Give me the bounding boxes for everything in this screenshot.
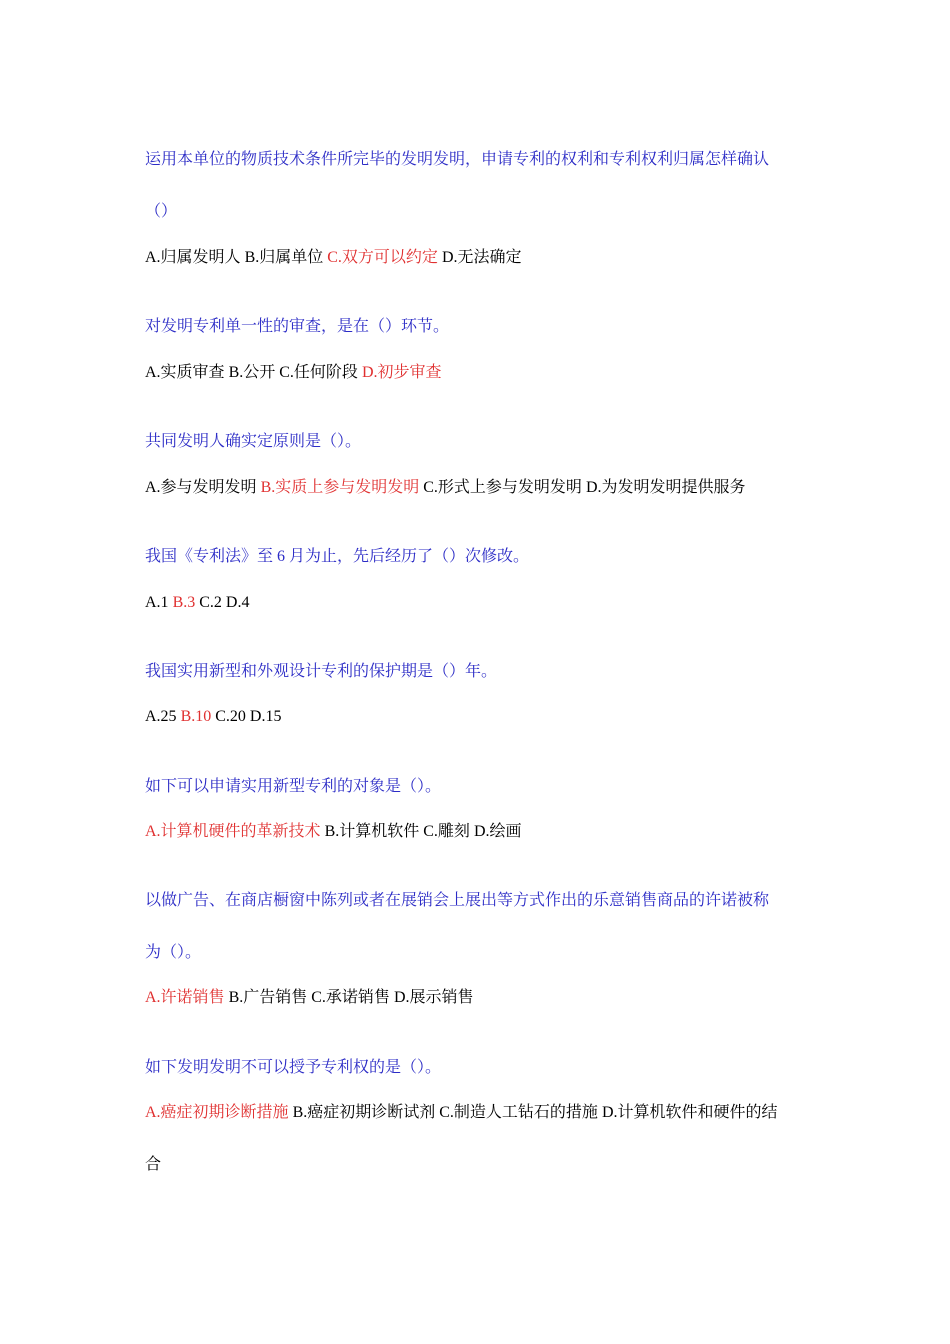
option-b-correct: B.3 [172, 594, 196, 611]
option-a: A.1 [145, 594, 173, 611]
question-6-text: 如下可以申请实用新型专利的对象是（）。 [145, 778, 442, 795]
question-1-options [145, 248, 815, 268]
question-7-text: 以做广告、在商店橱窗中陈列或者在展销会上展出等方式作出的乐意销售商品的许诺被称 [145, 892, 770, 909]
question-1-text-cont: （） [145, 203, 178, 220]
question-5-text: 我国实用新型和外观设计专利的保护期是（）年。 [145, 663, 498, 680]
option-c: C.形式上参与发明发明 [419, 479, 586, 496]
option-c: C.2 [195, 594, 226, 611]
question-5-options [145, 707, 815, 727]
question-1-text: 运用本单位的物质技术条件所完毕的发明发明，申请专利的权利和专利权利归属怎样确认 [145, 151, 770, 168]
option-a: A.归属发明人 [145, 249, 245, 266]
option-a-correct: A.癌症初期诊断措施 [145, 1104, 289, 1121]
question-3-options [145, 478, 815, 498]
question-4-text: 我国《专利法》至 6 月为止，先后经历了（）次修改。 [145, 548, 530, 565]
option-a: A.参与发明发明 [145, 479, 261, 496]
question-2-options [145, 363, 815, 383]
option-d-correct: D.初步审查 [361, 364, 442, 381]
option-a: A.实质审查 [145, 364, 229, 381]
option-c: C.任何阶段 [279, 364, 362, 381]
option-a-correct: A.许诺销售 [145, 989, 225, 1006]
option-c-correct: C.双方可以约定 [327, 249, 438, 266]
option-d: D.15 [249, 708, 282, 725]
option-b-correct: B.10 [180, 708, 212, 725]
option-b: B.归属单位 [244, 249, 328, 266]
option-d-cont: 合 [145, 1156, 162, 1173]
option-a-correct: A.计算机硬件的革新技术 [145, 823, 321, 840]
option-b: B.广告销售 [224, 989, 312, 1006]
question-7-options [145, 988, 815, 1008]
question-8-options [145, 1103, 815, 1123]
question-4-options [145, 593, 815, 613]
question-2-text: 对发明专利单一性的审查，是在（）环节。 [145, 318, 450, 335]
option-c: C.制造人工钻石的措施 [439, 1104, 602, 1121]
option-c: C.雕刻 [423, 823, 474, 840]
option-d: D.绘画 [473, 823, 522, 840]
option-d: D.展示销售 [393, 989, 474, 1006]
option-c: C.20 [211, 708, 250, 725]
option-b: B.公开 [228, 364, 280, 381]
question-8-text: 如下发明发明不可以授予专利权的是（）。 [145, 1059, 442, 1076]
option-d: D.计算机软件和硬件的结 [601, 1104, 778, 1121]
question-7-text-cont: 为（）。 [145, 944, 202, 961]
question-6-options [145, 822, 815, 842]
question-8-options-cont [145, 1155, 815, 1175]
option-d: D.无法确定 [437, 249, 522, 266]
option-b: B.计算机软件 [320, 823, 424, 840]
question-3-text: 共同发明人确实定原则是（）。 [145, 433, 362, 450]
option-a: A.25 [145, 708, 181, 725]
option-d: D.为发明发明提供服务 [585, 479, 746, 496]
option-d: D.4 [225, 594, 250, 611]
option-b-correct: B.实质上参与发明发明 [260, 479, 420, 496]
option-c: C.承诺销售 [311, 989, 394, 1006]
option-b: B.癌症初期诊断试剂 [288, 1104, 440, 1121]
